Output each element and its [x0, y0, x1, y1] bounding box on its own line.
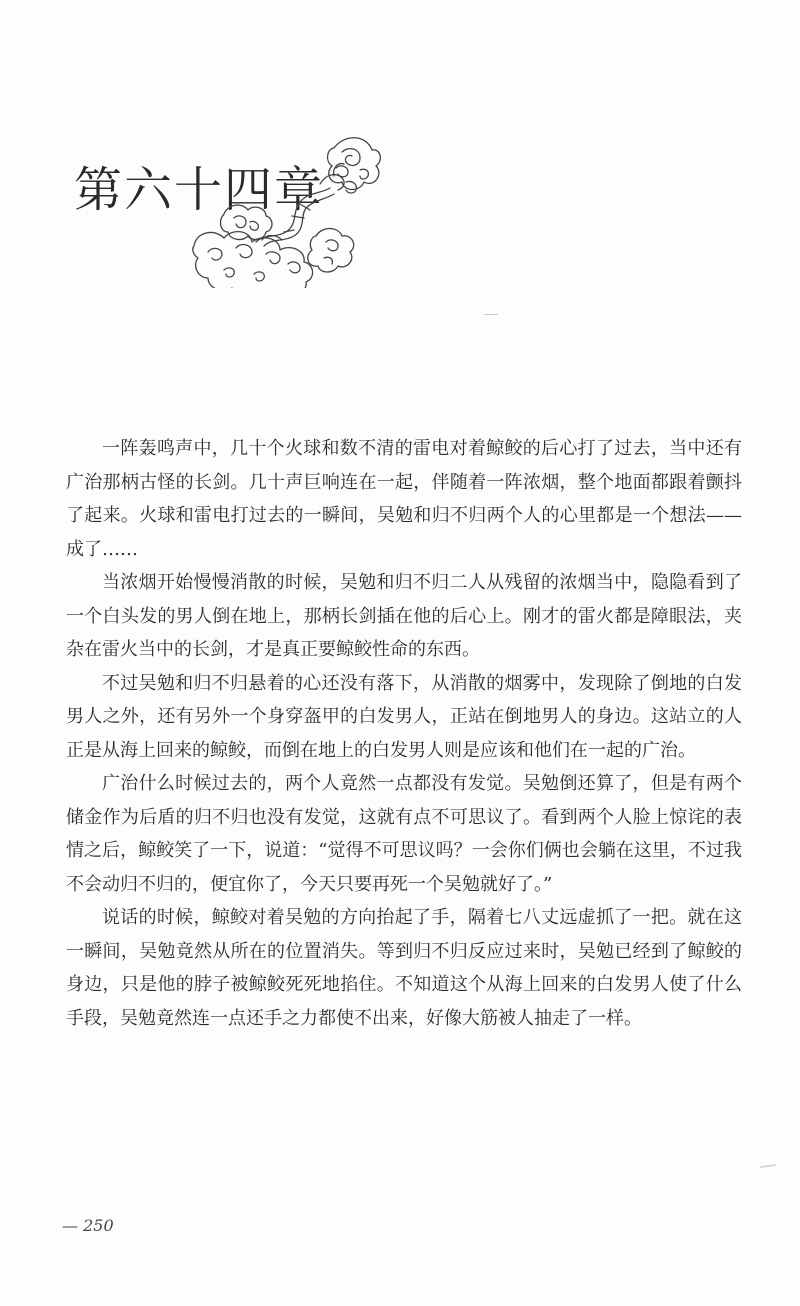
page-number: — 250 — [62, 1216, 114, 1235]
paragraph: 不过吴勉和归不归悬着的心还没有落下，从消散的烟雾中，发现除了倒地的白发男人之外，还有另外一个身穿盔甲的白发男人，正站在倒地男人的身边。这站立的人正是从海上回来的鲸鲛，而倒在地上的白发男人则是应该和他们在一起的广治。 — [66, 672, 742, 761]
chapter-title: 第六十四章 — [74, 162, 325, 219]
paragraph: 当浓烟开始慢慢消散的时候，吴勉和归不归二人从残留的浓烟当中，隐隐看到了一个白头发的男人倒在地上，那柄长剑插在他的后心上。刚才的雷火都是障眼法，夹杂在雷火当中的长剑，才是真正要鲸鲛性命的东西。 — [66, 572, 742, 660]
chapter-body — [66, 432, 742, 1035]
paragraph: 一阵轰鸣声中，几十个火球和数不清的雷电对着鲸鲛的后心打了过去，当中还有广治那柄古怪的长剑。几十声巨响连在一起，伴随着一阵浓烟，整个地面都跟着颤抖了起来。火球和雷电打过去的一瞬间，吴勉和归不归两个人的心里都是一个想法——成了…… — [66, 438, 742, 560]
cloud-dragon-ornament-icon — [184, 118, 384, 288]
paragraph: 广治什么时候过去的，两个人竟然一点都没有发觉。吴勉倒还算了，但是有两个储金作为后盾的归不归也没有发觉，这就有点不可思议了。看到两个人脸上惊诧的表情之后，鲸鲛笑了一下，说道：“觉得不可思议吗？一会你们俩也会躺在这里，不过我不会动归不归的，便宜你了，今天只要再死一个吴勉就好了。” — [66, 773, 742, 895]
scan-mark — [760, 1164, 776, 1168]
decorative-dash — [484, 314, 498, 315]
paragraph: 说话的时候，鲸鲛对着吴勉的方向抬起了手，隔着七八丈远虚抓了一把。就在这一瞬间，吴勉竟然从所在的位置消失。等到归不归反应过来时，吴勉已经到了鲸鲛的身边，只是他的脖子被鲸鲛死死地掐住。不知道这个从海上回来的白发男人使了什么手段，吴勉竟然连一点还手之力都使不出来，好像大筋被人抽走了一样。 — [66, 907, 742, 1029]
